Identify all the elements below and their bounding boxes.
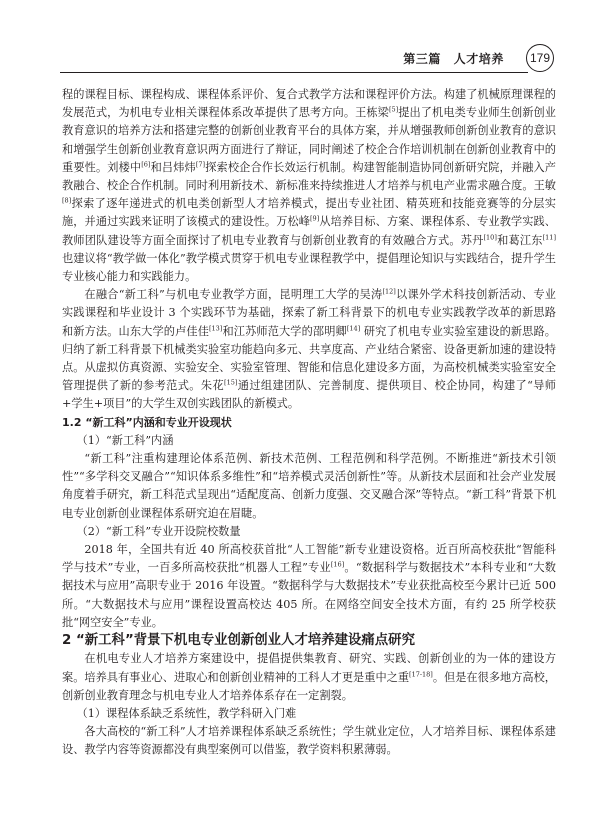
numbered-subheading: （1）“新工科”内涵 [76, 433, 174, 447]
paragraph: “新工科”注重构建理论体系范例、新技术范例、工程范例和科学范例。不断推进“新技术引领性”“多学科交叉融合”“知识体系多维性”和“培养模式灵活创新性”等。从新技术层面和社会产业发展角度着手研究，新工科范式呈现出“适配度高、创新力度强、交叉融合深”等特点。“新工科”背景下机电专业创新创业课程体系研究迫在眉睫。 [62, 452, 556, 520]
header-rule [60, 72, 528, 73]
paragraph: 在机电专业人才培养方案建设中，提倡提供集教育、研究、实践、创新创业的为一体的建设方案。培养具有事业心、进取心和创新创业精神的工科人才更是重中之重[17-18]。但是在很多地方高校，创新创业教育理念与机电专业人才培养体系存在一定割裂。 [62, 652, 556, 702]
citation-marker: [17-18] [409, 669, 433, 678]
paragraph: 程的课程目标、课程构成、课程体系评价、复合式教学方法和课程评价方法。构建了机械原理课程的发展范式，为机电专业相关课程体系改革提供了思考方向。王栋梁[5]提出了机电类专业师生创新创业教育意识的培养方法和搭建完整的创新创业教育平台的具体方案，并从增强教师创新创业教育的意识和增强学生创新创业教育意识两方面进行了辩证，同时阐述了校企合作培训机制在创新创业教育中的重要性。刘楼中[6]和吕炜炜[7]探索校企合作长效运行机制。构建智能制造协同创新研究院，并融入产教融合、校企合作机制。同时利用新技术、新标准来持续推进人才培养与机电产业需求融合度。王敏[8]探索了逐年递进式的机电类创新型人才培养模式，提出专业社团、精英班和技能竞赛等的分层实施，并通过实践来证明了该模式的建设性。万松峰[9]从培养目标、方案、课程体系、专业教学实践、教师团队建设等方面全面探讨了机电专业教育与创新创业教育的有效融合方式。苏丹[10]和葛江东[11]也建议将“教学做一体化”教学模式贯穿于机电专业课程教学中，提倡理论知识与实践结合，提升学生专业核心能力和实践能力。 [62, 88, 556, 284]
citation-marker: [8] [62, 196, 72, 205]
section-title: 第三篇 人才培养 [403, 52, 504, 66]
paragraph: 2018 年，全国共有近 40 所高校获首批“人工智能”新专业建设资格。近百所高校获批“智能科学与技术”专业，一百多所高校获批“机器人工程”专业[16]。“数据科学与数据技术”本科专业和“大数据技术与应用”高职专业于 2016 年设置。“数据科学与大数据技术”专业获批高校至今累计已近 500 所。“大数据技术与应用”课程设置高校达 405 所。在网络空间安全技术方面，有约 25 所学校获批“网空安全”专业。 [62, 543, 556, 629]
citation-marker: [16] [330, 560, 345, 569]
running-header [60, 44, 564, 76]
section-heading: 2 “新工科”背景下机电专业创新创业人才培养建设痛点研究 [62, 633, 415, 649]
citation-marker: [5] [388, 105, 399, 114]
citation-marker: [7] [195, 160, 206, 169]
numbered-subheading: （2）“新工科”专业开设院校数量 [76, 524, 241, 538]
citation-marker: [15] [224, 378, 238, 387]
citation-marker: [6] [141, 160, 151, 169]
subsection-heading: 1.2 “新工科”内涵和专业开设现状 [62, 415, 232, 429]
citation-marker: [10] [483, 232, 497, 241]
citation-marker: [14] [346, 323, 361, 332]
citation-marker: [13] [209, 323, 223, 332]
citation-marker: [12] [382, 287, 396, 296]
paragraph: 各大高校的“新工科”人才培养课程体系缺乏系统性；学生就业定位，人才培养目标、课程体系建设、教学内容等资源都没有典型案例可以借鉴，教学资料积累薄弱。 [62, 725, 556, 757]
numbered-subheading: （1）课程体系缺乏系统性，教学科研入门难 [76, 706, 297, 720]
page-number-badge: 179 [526, 44, 554, 72]
citation-marker: [9] [310, 214, 320, 223]
paragraph: 在融合“新工科”与机电专业教学方面，昆明理工大学的吴涛[12]以课外学术科技创新活动、专业实践课程和毕业设计 3 个实践环节为基础，探索了新工科背景下的机电专业实践教学改革的新思路和新方法。山东大学的卢佳佳[13]和江苏师范大学的邵明卿[14] 研究了机电专业实验室建设的新思路。归纳了新工科背景下机械类实验室功能趋向多元、共享度高、产业结合紧密、设备更新加速的建设特点。从虚拟仿真资源、实验安全、实验室管理、智能和信息化建设多方面，为高校机械类实验室安全管理提供了新的参考范式。朱花[15]通过组建团队、完善制度、提供项目、校企协同，构建了“导师+学生+项目”的大学生双创实践团队的新模式。 [62, 287, 556, 411]
body-text [62, 86, 556, 760]
citation-marker: [11] [542, 232, 556, 241]
